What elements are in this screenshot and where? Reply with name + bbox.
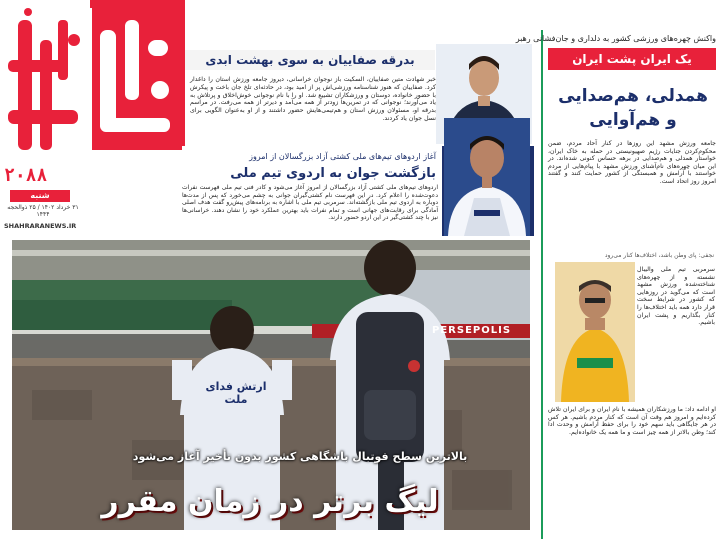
jersey-text: ارتش فدای ملت <box>205 380 267 406</box>
sidebar-divider <box>541 30 543 539</box>
date-line: ۳۱ خرداد ۱۴۰۲ / ۲۵ ذوالحجه ۱۴۴۴ <box>7 204 79 218</box>
wrestling-body: اردوهای تیم‌های ملی کشتی آزاد بزرگسالان از امروز آغاز می‌شود و کادر فنی تیم ملی فهرست نفرات دعوت‌شده را اعلام کرد. در این فهرست نام کشتی‌گیران جوانی به چشم می‌خورد که پس از مدت‌ها دوباره به اردوی تیم ملی بازگشته‌اند. سرمربی تیم ملی با اشاره به برنامه‌های پیش‌رو گفت هدف اصلی آمادگی برای رقابت‌های جهانی است و تمام نفرات باید بهترین عملکرد خود را نشان دهند. خراسانی‌ها نیز با چند کشتی‌گیر در این اردو حضور دارند. <box>182 184 438 222</box>
masthead <box>0 0 185 235</box>
day-label: شنبه <box>10 190 70 202</box>
sidebar-body: جامعه ورزش مشهد این روزها در کنار آحاد مردم، ضمن محکوم‌کردن جنایات رژیم صهیونیستی در حمله به خاک ایران، خواستار همدلی و هم‌صدایی در برهه حساس کنونی شده‌اند. در این میان چهره‌های نام‌آشنای ورزش مشهد با پیام‌هایی از مردم خواستند با آرامش و همبستگی از کشور حمایت کنند و گفتند امروز روز اتحاد است. <box>548 140 716 185</box>
website-url: SHAHRARANEWS.IR <box>4 222 77 230</box>
sidebar-photo-caption: نجفی: پای وطن باشد، اختلاف‌ها کنار می‌رود <box>604 252 714 259</box>
wrestling-title: بازگشت جوان به اردوی تیم ملی <box>230 166 436 181</box>
sidebar-red-title: یک ایران پشت ایران <box>548 48 716 70</box>
top-article-body: خبر شهادت متین صفاییان، السکیت باز نوجوان خراسانی، دیروز جامعه ورزش استان را داغدار کرد. صفاییان که هنوز شناسنامه ورزشی‌اش پر از امید بود، در حادثه‌ای تلخ جان باخت و پیکرش با حضور خانواده، دوستان و ورزشکاران تشییع شد. او را با نام نوجوانی خوش‌اخلاق و پرتلاش به یاد می‌آورند؛ نوجوانی که در تمرین‌ها زودتر از همه می‌آمد و دیرتر از همه می‌رفت. در مراسم بدرقه او، مسئولان ورزش استان و هم‌تیمی‌هایش حضور داشتند و از او به‌عنوان الگویی برای نسل جوان یاد کردند. <box>190 76 436 122</box>
wrestler-photo <box>444 118 530 236</box>
stadium-banner-text: PERSEPOLIS <box>432 325 512 336</box>
top-article-headline: بدرقه صفاییان به سوی بهشت ابدی <box>185 50 435 70</box>
main-sub-caption: بالاترین سطح فوتبال باشگاهی کشور بدون تأخیر آغاز می‌شود <box>132 450 468 463</box>
sidebar-coach-photo <box>555 262 635 402</box>
main-headline: لیگ برتر در زمان مقرر <box>101 484 439 519</box>
sidebar-body-3: او ادامه داد: ما ورزشکاران همیشه با نام ایران و برای ایران تلاش کرده‌ایم و امروز هم وقت آن است که کنار مردم باشیم. هر کس در هر جایگاهی باید سهم خود را برای حفظ آرامش و وحدت ادا کند؛ وطن بالاتر از همه چیز است و ما همه یک خانواده‌ایم. <box>548 406 716 436</box>
sidebar-body-2: سرمربی تیم ملی والیبال نشسته و از چهره‌های شناخته‌شده ورزش مشهد است که می‌گوید در روزهایی که کشور در شرایط سخت قرار دارد همه باید اختلاف‌ها را کنار بگذاریم و پشت ایران باشیم. <box>637 266 715 327</box>
issue-number: ۲۰۸۸ <box>4 165 48 186</box>
sidebar-kicker: واکنش چهره‌های ورزشی کشور به دلداری و جان‌فشانی رهبر <box>515 34 716 43</box>
sidebar-headline: همدلی، هم‌صدایی و هم‌آوایی <box>558 86 708 130</box>
wrestling-kicker: آغاز اردوهای تیم‌های ملی کشتی آزاد بزرگسالان از امروز <box>249 152 436 161</box>
